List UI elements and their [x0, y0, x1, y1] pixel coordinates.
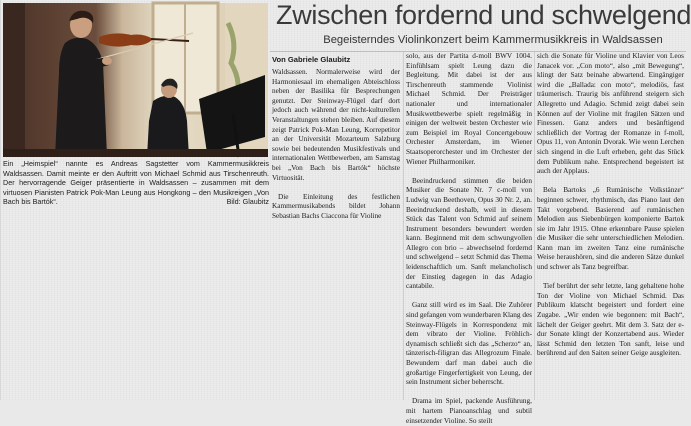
subheadline: Begeisterndes Violinkonzert beim Kammermusikkreis in Waldsassen [323, 34, 663, 46]
caption-text: Ein „Heimspiel“ nannte es Andreas Sagstetter vom Kammermusikkreis Waldsassen. Damit meinte er den Auftritt von Michael Schmid aus Tirschenreuth. Der hervorragende Geiger präsentierte in Waldsassen – zusammen mit dem virtuosen Pianisten Patrick Pok-Man Leung aus Hongkong – den Musikreigen „Von Bach bis Bartók“. [3, 159, 269, 207]
paragraph: Ganz still wird es im Saal. Die Zuhörer sind gefangen vom wunderbaren Klang des Steinway-Flügels in Korrespondenz mit dem vibrato der Violine. Fröhlich-dynamisch schließt sich das „Scherzo“ an, tänzerisch-filigran das Allegrozum Finale. Bewundern darf man dabei auch die großartige Fingerfertigkeit von Leung, der sein Instrument sicher beherrscht. [406, 301, 532, 387]
concert-photo [3, 3, 268, 157]
headline: Zwischen fordernd und schwelgend [276, 0, 691, 30]
column-divider [534, 52, 535, 400]
paragraph: Beeindruckend stimmen die beiden Musiker die Sonate Nr. 7 c-moll von Ludwig van Beethoven, Opus 30 Nr. 2, an. Beeindruckend deshalb, weil in diesem Stück das Talent von Schmid auf seinem Instrument besonders bewundert werden kann. Beginnend mit dem schwungvollen Allegro con brio – abwechselnd fordernd und schwelgend – setzt Schmid das Thema leidenschaftlich um. Sanft melancholisch der Einstieg dagegen in das Adagio cantabile. [406, 176, 532, 291]
article-column-1 [272, 68, 400, 413]
paragraph: sich die Sonate für Violine und Klavier von Leos Janacek vor. „Con moto“, also „mit Bewegung“, klingt der Satz beinahe abwartend. Eingängiger wird die „Ballada: con moto“, melodiös, fast träumerisch. Traurig bis anführend steigern sich Allegretto und Adagio. Schmid zeigt dabei sein Können auf der Violine mit fragilen Sätzen und Finessen. Ganz anders und besänftigend schließlich der Vortrag der Romanze in f-moll, Opus 11, von Antonin Dvorak. Wie wenn Lerchen sich singend in die Luft erheben, geht das Stück dem Publikum nahe. Entsprechend begeistert ist auch der Applaus. [537, 52, 684, 176]
article-column-3 [537, 52, 684, 397]
paragraph: Tief berührt der sehr letzte, lang gehaltene hohe Ton der Violine von Michael Schmid. Das Publikum klatscht begeistert und fordert eine Zugabe. „Wir enden wie begonnen: mit Bach“, lächelt der Geiger geehrt. Mit dem 3. Satz der e-dur Sonate klingt der Konzertabend aus. Wieder lässt Schmid den letzten Ton sanft, leise und berührend auf den Saiten seiner Geige ausgleiten. [537, 282, 684, 358]
page-edge [0, 0, 1, 400]
author-byline: Von Gabriele Glaubitz [272, 55, 351, 64]
paragraph: Waldsassen. Normalerweise wird der Harmoniesaal im ehemaligen Abteischloss neben der Basilika für Besprechungen genutzt. Der Steinway-Flügel darf dort jedoch auch während der nicht-kulturellen Veranstaltungen stehen bleiben. Auf diesem zeigt Patrick Pok-Man Leung, Korrepetitor an der Universität Mozarteum Salzburg sowie bei bedeutenden Musikfestivals und internationalen Wettbewerben, am Samstag bei „Von Bach bis Bartók“ höchste Virtuosität. [272, 68, 400, 182]
paragraph: Drama im Spiel, packende Ausführung, mit hartem Pianoanschlag und subtil einsetzender Violine. So steilt [406, 397, 532, 425]
column-divider [403, 52, 404, 400]
photo-credit: Bild: Glaubitz [226, 197, 269, 207]
article-column-2 [406, 52, 532, 425]
paragraph: Bela Bartoks „6 Rumänische Volkstänze“ beginnen schwer, rhythmisch, das Piano laut den Takt vorgebend. Basierend auf rumänischen Melodien aus Siebenbürgen komponierte Bartok sie im Jahr 1915. Ohne erkennbare Pause spielen die Musiker die sehr unterschiedlichen Melodien. Kann man im zweiten Tanz eine rumänische Weise heraushören, sind die anderen Sätze dunkel und schwer als Tanz begreifbar. [537, 186, 684, 272]
paragraph: solo, aus der Partita d-moll BWV 1004. Einfühlsam spielt Leung dazu die Begleitung. Mit dabei ist der aus Tirschenreuth stammende Violinist Michael Schmid. Der Preisträger nationaler und internationaler Musikwettbewerbe spielt regelmäßig in einigen der weltweit besten Orchester wie zum Beispiel im Royal Concertgebouw Orchester Amsterdam, im Wiener Staatsoperorchester und im Orchester der Wiener Philharmoniker. [406, 52, 532, 166]
photo-caption [3, 159, 269, 207]
paragraph: Die Einleitung des festlichen Kammermusikabends bildet Johann Sebastian Bachs Ciaccona für Violine [272, 192, 400, 220]
